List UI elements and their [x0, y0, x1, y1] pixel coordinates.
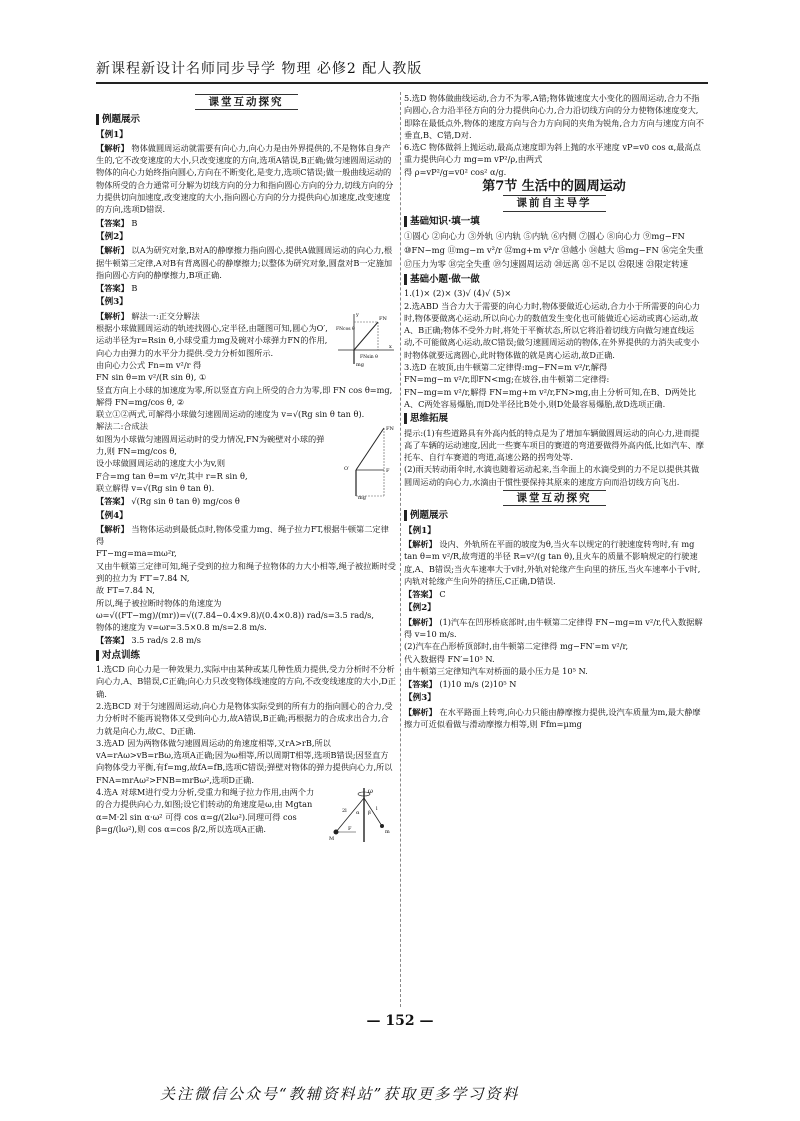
example-4-line: 故 FT=7.84 N,	[96, 585, 155, 596]
quick-answer-1: 1.(1)× (2)× (3)√ (4)√ (5)×	[404, 288, 512, 299]
example-3-line: 联立解得 v=√(Rg sin θ tan θ).	[96, 482, 215, 493]
fig-label-alpha: α	[356, 810, 360, 817]
example-3-line: 竖直方向上小球的加速度为零,所以竖直方向上所受的合力为零,即 FN cos θ=mg,	[96, 384, 393, 395]
right-example-2-solution: 【解析】 (1)汽车在凹形桥底部时,由牛顿第二定律得 FN−mg=m v²/r,代入数据解得 v=10 m/s.	[404, 616, 703, 639]
example-3-line: 联立①②两式,可解得小球做匀速圆周运动的速度为 v=√(Rg sin θ tan θ).	[96, 409, 365, 420]
right-example-2-line: 由牛顿第三定律知汽车对桥面的最小压力是 10⁵ N.	[404, 665, 588, 676]
header-rule	[96, 82, 708, 84]
section-heading-basics: 基础知识·填一填	[404, 216, 704, 228]
fig-label-mg: mg	[356, 361, 364, 368]
right-example-3-solution: 【解析】 在水平路面上转弯,向心力只能由静摩擦力提供,设汽车质量为m,最大静摩擦力可近似看做与滑动摩擦力相等,则 Ffm=μmg	[404, 706, 701, 730]
fig-label-fnsin: FNsin θ	[360, 354, 378, 360]
fig-label-2l: 2l	[342, 808, 347, 815]
running-header: 新课程新设计名师同步导学 物理 必修2 配人教版	[96, 61, 423, 77]
fig-label-o: O′	[344, 466, 350, 473]
training-item-2: 2.选BCD 对于匀速圆周运动,向心力是物体实际受到的所有力的指向圆心的合力,受力分析时不能再说物体又受到向心力,故A错误,B正确;再根据力的合成求出合力,合力就是向心力,故C、D正确.	[96, 700, 393, 736]
example-1-solution: 【解析】 物体做圆周运动就需要有向心力,向心力是由外界提供的,不是物体自身产生的,它不改变速度的大小,只改变速度的方向,选项A错误,B正确;做匀速圆周运动的物体的向心力始终指向圆心,方向在不断变化,是变力,选项C错误;做一般曲线运动的物体所受的合力通常可分解为切线方向的分力和指向圆心方向的分力,切线方向的分力提供切向加速度,改变速度的大小,指向圆心方向的分力提供向心加速度,改变速度的方向,选项D错误.	[96, 142, 394, 215]
right-example-2-line: (2)汽车在凸形桥顶部时,由牛顿第二定律得 mg−FN′=m v²/r,	[404, 641, 629, 652]
quick-answer-3-line: FN=mg−m v²/r,即FN<mg;在坡谷,由牛顿第二定律得:	[404, 374, 610, 385]
example-2-answer: 【答案】 B	[96, 283, 138, 294]
example-3-answer: 【答案】 √(Rg sin θ tan θ) mg/cos θ	[96, 496, 240, 507]
fig-label-fn: FN	[379, 315, 387, 322]
footer-notice: 关注微信公众号“教辅资料站”获取更多学习资料	[160, 1085, 520, 1103]
right-column	[404, 92, 704, 1012]
example-4-line: 物体的速度为 v=ωr=3.5×0.8 m/s=2.8 m/s.	[96, 622, 267, 633]
page-number: — 152 —	[366, 1013, 434, 1029]
force-decomposition-figure	[334, 310, 396, 368]
example-1-label: 【例1】	[96, 129, 128, 140]
extension-hint-1: 提示:(1)有些道路具有外高内低的特点是为了增加车辆做圆周运动的向心力,进而提高了车辆的运动速度,因此一些赛车项目的赛道的弯道要做得外高内低,比如汽车、摩托车、自行车赛道的弯道,高速公路的拐弯处等.	[404, 427, 704, 463]
left-column	[96, 92, 396, 1012]
example-3-line: 根据小球做圆周运动的轨迹找圆心,定半径,由题图可知,圆心为O′,运动半径为r=Rsin θ,小球受重力mg及碗对小球弹力FN的作用,向心力由弹力的水平分力提供.受力分析如图所示.	[96, 323, 328, 358]
training-item-3: 3.选AD 因为两物体做匀速圆周运动的角速度相等,又rA>rB,所以vA=rAω>vB=rBω,选项A正确;因为ω相等,所以周期T相等,选项B错误;因竖直方向物体受力平衡,有f=mg,故fA=fB,选项C错误;弹壁对物体的弹力提供向心力,所以FNA=mrAω²>FNB=mrBω²,选项D正确.	[96, 737, 393, 785]
right-example-2-answer: 【答案】 (1)10 m/s (2)10⁵ N	[404, 679, 517, 690]
section-heading-training: 对点训练	[96, 650, 396, 662]
fig-label-mg: mg	[358, 495, 366, 501]
section-heading-examples-right: 例题展示	[404, 510, 704, 522]
fig-label-l: l	[376, 806, 378, 813]
example-3-line: FN sin θ=m v²/(R sin θ), ①	[96, 372, 207, 383]
right-example-3-label: 【例3】	[404, 693, 436, 704]
example-4-answer: 【答案】 3.5 rad/s 2.8 m/s	[96, 635, 201, 646]
example-3-label: 【例3】	[96, 297, 128, 308]
conical-pendulum-figure	[326, 786, 396, 844]
fig-label-small-m: m	[385, 829, 390, 836]
quick-answer-2: 2.选ABD 当合力大于需要的向心力时,物体要做近心运动,合力小于所需要的向心力时,物体要做离心运动,所以向心力的数值发生变化也可能做近心运动或离心运动,故A、B正确;物体不受外力时,将处于平衡状态,所以它将沿着切线方向做匀速直线运动,不可能做离心运动,故C错误;做匀速圆周运动的物体,在外界提供的力消失或变小时物体就要远离圆心,此时物体做的就是离心运动,故D正确.	[404, 300, 701, 360]
example-4-solution: 【解析】 当物体运动到最低点时,物体受重力mg、绳子拉力FT,根据牛顿第二定律得	[96, 523, 389, 547]
example-3-line: F合=mg tan θ=m v²/r,其中 r=R sin θ,	[96, 470, 248, 481]
column-divider	[400, 92, 401, 1007]
example-4-line: FT−mg=ma=mω²r,	[96, 548, 177, 559]
training-item-1: 1.选CD 向心力是一种效果力,实际中由某种或某几种性质力提供,受力分析时不分析向心力,A、B错误,C正确;向心力只改变物体线速度的方向,不改变线速度的大小,D正确.	[96, 664, 396, 699]
example-4-line: 所以,绳子被拉断时物体的角速度为	[96, 597, 222, 608]
fig-label-y: y	[356, 311, 359, 318]
quick-answer-3: 3.选D 在坡顶,由牛顿第二定律得:mg−FN=m v²/r,解得	[404, 362, 608, 373]
fig-label-fn: FN	[386, 426, 394, 433]
fig-label-x: x	[389, 343, 392, 350]
example-1-answer: 【答案】 B	[96, 217, 138, 228]
example-3-solution: 【解析】 解法一:正交分解法	[96, 310, 200, 321]
example-2-solution: 【解析】 以A为研究对象,B对A的静摩擦力指向圆心,提供A做圆周运动的向心力,根据牛顿第三定律,A对B有背离圆心的静摩擦力;以整体为研究对象,圆盘对B一定施加指向圆心方向的静摩擦力,B项正确.	[96, 245, 393, 280]
example-4-line: 又由牛顿第三定律可知,绳子受到的拉力和绳子拉物体的力大小相等,绳子被拉断时受到的拉力为 FT′=7.84 N,	[96, 560, 396, 583]
example-3-method-2: 解法二:合成法	[96, 421, 148, 432]
fill-in-answers: ①圆心 ②向心力 ③外轨 ④内轨 ⑤内轨 ⑥内侧 ⑦圆心 ⑧向心力 ⑨mg−FN ⑩FN−mg ⑪mg−m v²/r ⑫mg+m v²/r ⑬越小 ⑭越大 ⑮mg−FN ⑯完全失重 ⑰压力为零 ⑱完全失重 ⑲匀速圆周运动 ⑳远离 ㉑不足以 ㉒限速 ㉓限定转速	[404, 230, 704, 269]
section-heading-extension: 思维拓展	[404, 413, 704, 425]
right-banner-classroom: 课堂互动探究	[404, 490, 704, 506]
training-item-5: 5.选D 物体做曲线运动,合力不为零,A错;物体做速度大小变化的圆周运动,合力不指向圆心,合力沿半径方向的分力提供向心力,合力沿切线方向的分力使物体速度变大,即除在最低点外,物体的速度方向与合力方向间的夹角为锐角,合力方向与速度方向不垂直,B、C错,D对.	[404, 93, 704, 140]
example-2-label: 【例2】	[96, 231, 128, 242]
section-heading-quick-questions: 基础小题·做一做	[404, 274, 704, 286]
section-title: 第7节 生活中的圆周运动	[482, 179, 626, 195]
training-item-6: 6.选C 物体做斜上抛运动,最高点速度即为斜上抛的水平速度 vP=v0 cos α,最高点重力提供向心力 mg=m vP²/ρ,由两式	[404, 142, 701, 165]
right-example-1-answer: 【答案】 C	[404, 589, 446, 600]
fig-label-fncos: FNcos θ	[336, 326, 355, 332]
right-example-1-label: 【例1】	[404, 525, 436, 536]
fig-label-f: F	[386, 468, 390, 475]
right-example-1-solution: 【解析】 设内、外轨所在平面的坡度为θ,当火车以规定的行驶速度转弯时,有 mg tan θ=m v²/R,故弯道的半径 R=v²/(g tan θ),且火车的质量不影响规定的行驶速度,A、B错误;当火车速率大于v时,外轨对轮缘产生向里的挤压,当火车速率小于v时,内轨对轮缘产生向外的挤压,C正确,D错误.	[404, 538, 701, 586]
force-composition-figure	[336, 420, 396, 500]
extension-hint-2: (2)雨天转动雨伞时,水滴也随着运动起来,当伞面上的水滴受到的力不足以提供其做圆周运动的向心力,水滴由于惯性要保持其原来的速度方向而沿切线方向飞出.	[404, 464, 700, 487]
example-3-line: 解得 FN=mg/cos θ, ②	[96, 396, 185, 407]
example-3-line: 如图为小球做匀速圆周运动时的受力情况,FN为碗壁对小球的弹力,则 FN=mg/cos θ,	[96, 433, 325, 457]
right-banner-preview: 课前自主导学	[404, 195, 704, 211]
training-item-4: 4.选A 对球M进行受力分析,受重力和绳子拉力作用,由两个力的合力提供向心力,如图;设它们转动的角速度是ω,由 Mgtan α=M·2l sin α·ω² 可得 cos α=g/(2lω²).同理可得 cos β=g/(lω²),则 cos α=cos β/2,所以选项A正确.	[96, 787, 315, 834]
quick-answer-3-line: FN−mg=m v²/r,解得 FN=mg+m v²/r,FN>mg,由上分析可知,在B、D两处比A、C两处容易爆胎,而D处半径比B处小,则D处最容易爆胎,故D选项正确.	[404, 386, 696, 409]
example-3-line: 由向心力公式 Fn=m v²/r 得	[96, 359, 202, 370]
example-4-line: ω=√((FT−mg)/(mr))=√((7.84−0.4×9.8)/(0.4×0.8)) rad/s=3.5 rad/s,	[96, 609, 374, 620]
example-3-line: 设小球做圆周运动的速度大小为v,则	[96, 458, 226, 469]
right-example-2-label: 【例2】	[404, 603, 436, 614]
fig-label-beta: β	[368, 810, 371, 817]
fig-label-omega: ω	[368, 788, 373, 796]
left-banner: 课堂互动探究	[96, 94, 396, 110]
fig-label-f: F	[348, 826, 352, 833]
training-item-6-result: 得 ρ=vP²/g=v0² cos² α/g.	[404, 166, 507, 177]
fig-label-big-m: M	[329, 836, 335, 843]
right-example-2-line: 代入数据得 FN′=10⁵ N.	[404, 653, 495, 664]
section-heading-examples: 例题展示	[96, 114, 396, 126]
example-4-label: 【例4】	[96, 510, 128, 521]
